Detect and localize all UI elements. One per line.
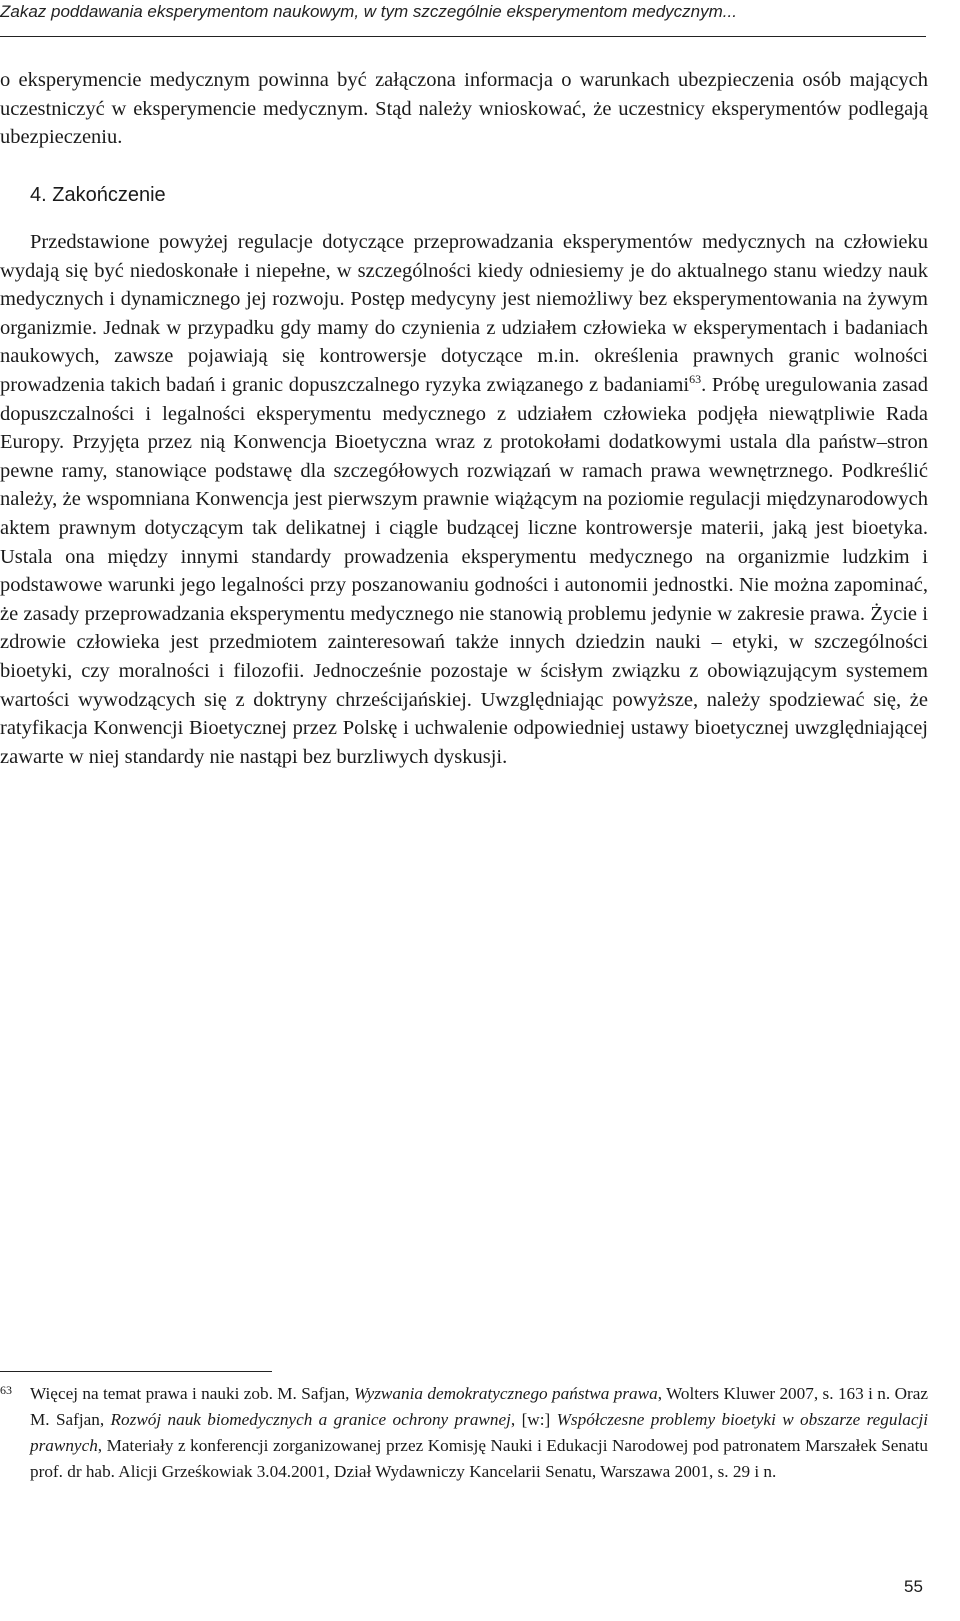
body-text-part2: . Próbę uregulowania zasad dopuszczalności i legalności eksperymentu medycznego z udziałem człowieka podjęła niewątpliwie Rada Europy. Przyjęta przez nią Konwencja Bioetyczna wraz z protokołami dodatkowymi ustala dla państw–stron pewne ramy, stanowiące podstawę dla szczegółowych rozwiązań w ramach prawa wewnętrznego. Podkreślić należy, że wspomniana Konwencja jest pierwszym prawnie wiążącym na poziomie regulacji międzynarodowych aktem prawnym dotyczącym tak delikatnej i ciągle budzącej liczne kontrowersje materii, jaką jest bioetyka. Ustala ona między innymi standardy prowadzenia eksperymentu medycznego na organizmie ludzkim i podstawowe warunki jego legalności przy poszanowaniu godności i autonomii jednostki. Nie można zapominać, że zasady przeprowadzania eksperymentu medycznego nie stanowią problemu jedynie w zakresie prawa. Życie i zdrowie człowieka jest przedmiotem zainteresowań także innych dziedzin nauki – etyki, w szczególności bioetyki, czy moralności i filozofii. Jednocześnie pozostaje w ścisłym związku z obowiązującym systemem wartości wywodzących się z doktryny chrześcijańskiej. Uwzględniając powyższe, należy spodziewać się, że ratyfikacja Konwencji Bioetycznej przez Polskę i uchwalenie odpowiedniej ustawy bioetycznej uwzględniającej zawarte w niej standardy nie nastąpi bez burzliwych dyskusji. [0, 373, 929, 768]
footnote-title-1: Wyzwania demokratycznego państwa prawa [353, 1384, 658, 1403]
footnote [0, 1381, 928, 1485]
section-heading: 4. Zakończenie [30, 184, 166, 206]
footnote-reference[interactable]: 63 [689, 372, 702, 387]
header-divider [0, 36, 926, 37]
footnote-text-2: , Wolters Kluwer 2007, s. 163 i n. Oraz M. Safjan, [30, 1384, 928, 1429]
footnote-divider [0, 1371, 272, 1372]
footnote-text-4: , Materiały z konferencji zorganizowanej przez Komisję Nauki i Edukacji Narodowej pod patronatem Marszałek Senatu prof. dr hab. Alicji Grześkowiak 3.04.2001, Dział Wydawniczy Kancelarii Senatu, Warszawa 2001, s. 29 i n. [30, 1436, 928, 1481]
footnote-title-3: Współczesne problemy bioetyki w obszarze regulacji prawnych [30, 1410, 928, 1455]
intro-paragraph: o eksperymencie medycznym powinna być załączona informacja o warunkach ubezpieczenia osób mających uczestniczyć w eksperymencie medycznym. Stąd należy wnioskować, że uczestnicy eksperymentów podlegają ubezpieczeniu. [0, 69, 928, 149]
running-header: Zakaz poddawania eksperymentom naukowym, w tym szczególnie eksperymentom medycznym... [0, 2, 737, 21]
body-paragraph [0, 228, 928, 771]
footnote-text-1: Więcej na temat prawa i nauki zob. M. Safjan, [30, 1384, 354, 1403]
body-text-part1: Przedstawione powyżej regulacje dotyczące przeprowadzania eksperymentów medycznych na człowieku wydają się być niedoskonałe i niepełne, w szczególności kiedy odniesiemy je do aktualnego stanu wiedzy nauk medycznych i dynamicznego jej rozwoju. Postęp medycyny jest niemożliwy bez eksperymentowania na żywym organizmie. Jednak w przypadku gdy mamy do czynienia z udziałem człowieka w eksperymentach i badaniach naukowych, zawsze pojawiają się kontrowersje dotyczące m.in. określenia prawnych granic wolności prowadzenia takich badań i granic dopuszczalnego ryzyka związanego z badaniami [0, 231, 928, 396]
footnote-text-3: , [w:] [510, 1410, 557, 1429]
footnote-number: 63 [0, 1383, 12, 1397]
footnote-title-2: Rozwój nauk biomedycznych a granice ochrony prawnej [110, 1410, 511, 1429]
page-number: 55 [904, 1577, 923, 1596]
